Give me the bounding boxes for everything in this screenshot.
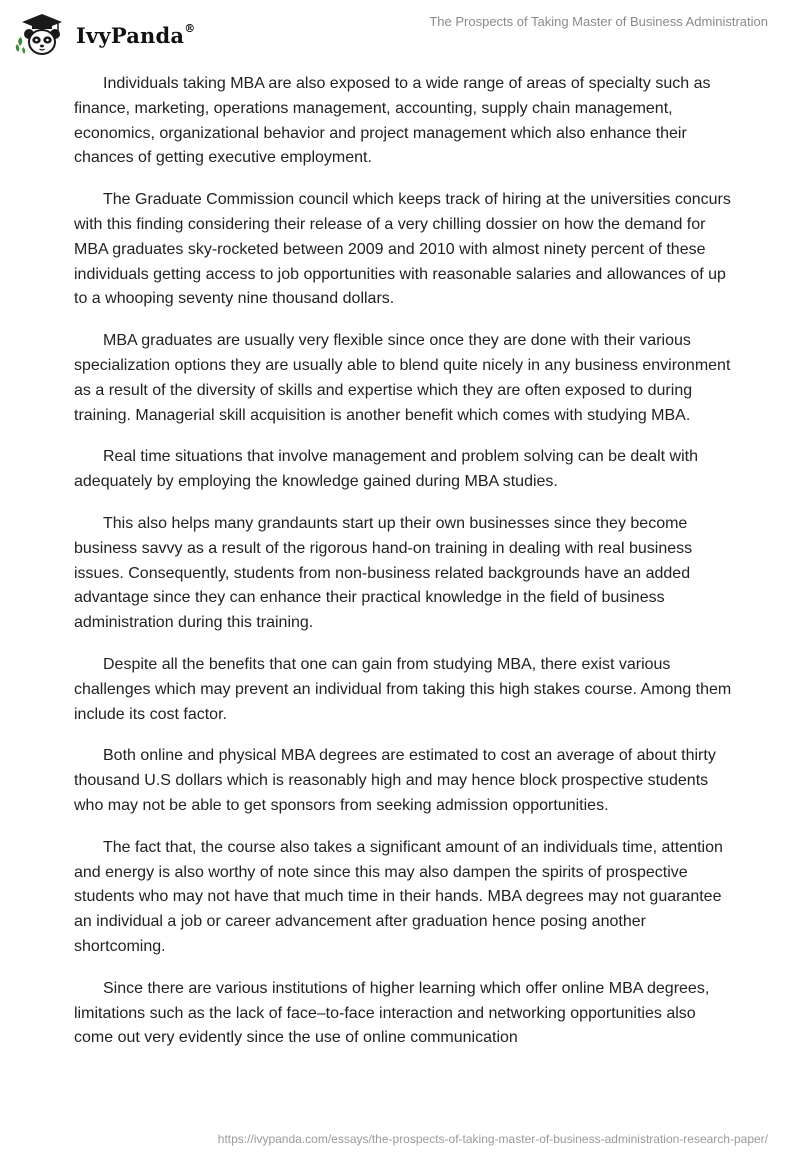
paragraph: Individuals taking MBA are also exposed to a wide range of areas of specialty such as finance, marketing, operations management, accounting, supply chain management, economics, organizational behavior and project management which also enhance their chances of getting executive employment. <box>74 75 711 167</box>
paragraph: MBA graduates are usually very flexible since once they are done with their various specialization options they are usually able to blend quite nicely in any business environment as a result of the diversity of skills and expertise which they are often exposed to during training. Managerial skill acquisition is another benefit which comes with studying MBA. <box>74 332 731 424</box>
paragraph: The fact that, the course also takes a significant amount of an individuals time, attention and energy is also worthy of note since this may also dampen the spirits of prospective students who may not have that much time in their hands. MBA degrees may not guarantee an individual a job or career advancement after graduation hence posing another shortcoming. <box>74 838 723 955</box>
paragraph: The Graduate Commission council which keeps track of hiring at the universities concurs with this finding considering their release of a very chilling dossier on how the demand for MBA graduates sky-rocketed between 2009 and 2010 with almost ninety percent of these individuals getting access to job opportunities with reasonable salaries and allowances of up to a whooping seventy nine thousand dollars. <box>74 191 731 308</box>
registered-mark: ® <box>184 21 196 35</box>
ivypanda-logo[interactable] <box>14 10 195 58</box>
page-header <box>0 0 800 64</box>
paragraph: Since there are various institutions of higher learning which offer online MBA degrees, limitations such as the lack of face–to-face interaction and networking opportunities also come out very evidently since the use of online communication <box>74 979 710 1047</box>
paragraph: Both online and physical MBA degrees are estimated to cost an average of about thirty thousand U.S dollars which is reasonably high and may hence block prospective students who may not be able to get sponsors from seeking admission opportunities. <box>74 747 716 814</box>
source-url-link[interactable]: https://ivypanda.com/essays/the-prospects-of-taking-master-of-business-administration-research-paper/ <box>217 1132 768 1146</box>
document-title: The Prospects of Taking Master of Business Administration <box>429 14 768 29</box>
panda-graduate-logo-icon <box>14 10 70 58</box>
logo-text: IvyPanda® <box>76 21 196 48</box>
essay-body <box>74 72 734 1068</box>
paragraph: This also helps many grandaunts start up their own businesses since they become business savvy as a result of the rigorous hand-on training in dealing with real business issues. Consequently, students from non-business related backgrounds have an added advantage since they can enhance their practical knowledge in the field of business administration during this training. <box>74 514 693 632</box>
paragraph: Real time situations that involve management and problem solving can be dealt with adequately by employing the knowledge gained during MBA studies. <box>74 448 698 491</box>
paragraph: Despite all the benefits that one can gain from studying MBA, there exist various challenges which may prevent an individual from taking this high stakes course. Among them include its cost factor. <box>74 655 732 723</box>
